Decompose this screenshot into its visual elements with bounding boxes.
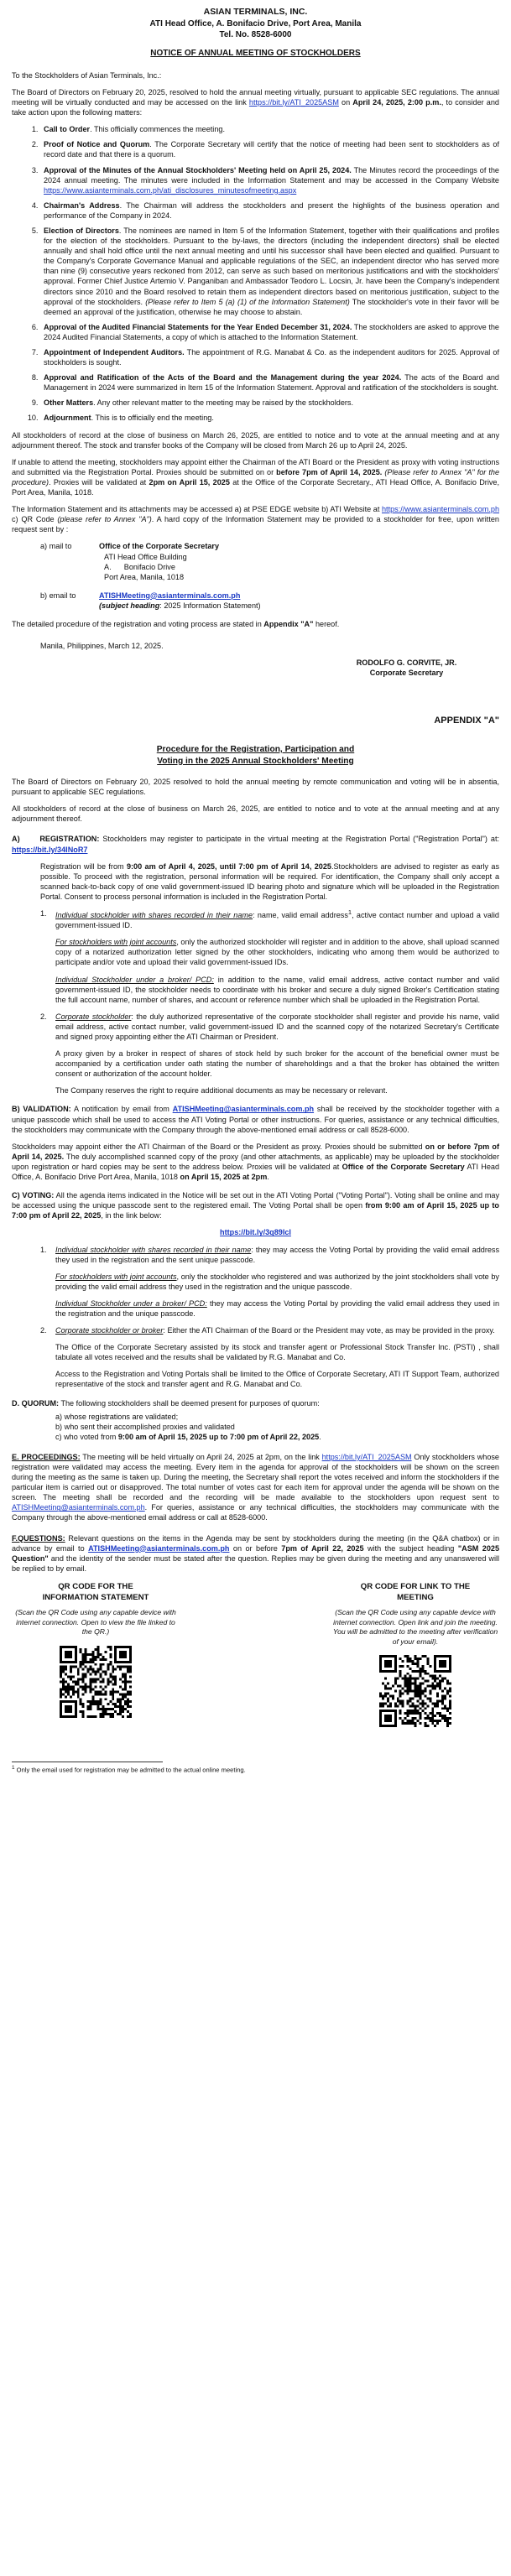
meeting-link[interactable]: https://bit.ly/ATI_2025ASM — [248, 98, 339, 107]
item-text: : name, valid email address — [253, 911, 348, 920]
item-title: Individual Stockholder under a broker/ PCD: — [55, 975, 214, 984]
signatory-name: RODOLFO G. CORVITE, JR. — [356, 658, 457, 668]
email-subject: : 2025 Information Statement) — [159, 601, 261, 610]
proceedings-heading: E. PROCEEDINGS: — [12, 1452, 81, 1461]
validation-heading: B) VALIDATION: — [12, 1105, 71, 1114]
email-subject-label: (subject heading — [99, 601, 160, 610]
footnote-text: Only the email used for registration may be admitted to the actual online meeting. — [16, 1766, 246, 1774]
proceedings-text: . For queries, assistance or any technical difficulties, the stockholders may communicate with the Company through the above-mentioned email address or call at 8528-6000. — [12, 1503, 499, 1522]
questions-deadline: 7pm of April 22, 2025 — [281, 1543, 364, 1553]
agenda-item-text: . The Chairman will address the stockholders and present the highlights of the business operation and performance of the Company in 2024. — [44, 200, 499, 220]
procedure-title-line: Procedure for the Registration, Participation and — [156, 744, 355, 754]
email-label: b) email to — [40, 591, 76, 600]
agenda-item-title: Election of Directors — [44, 226, 119, 235]
appendix-intro: The Board of Directors on February 20, 2025 resolved to hold the annual meeting by remote communication and voting will be in absentia, pursuant to applicable SEC regulations. — [12, 778, 499, 797]
reserve-right-paragraph: The Company reserves the right to require additional documents as may be necessary or relevant. — [55, 1086, 388, 1095]
quorum-paragraph — [12, 1398, 499, 1408]
qr-code-section — [12, 1582, 499, 1730]
quorum-item: a) whose registrations are validated; — [55, 1412, 179, 1421]
validation-proxy-text: The duly accomplished scanned copy of the proxy (and other attachments, as applicable) may be uploaded by the stockholder upon registration or hard copies may be sent to the address below. Proxies will be validated at — [12, 1152, 500, 1171]
agenda-item-title: Approval of the Audited Financial Statements for the Year Ended December 31, 2024. — [44, 322, 352, 331]
company-address: ATI Head Office, A. Bonifacio Drive, Port Area, Manila — [149, 18, 362, 29]
validation-proxy-text: Stockholders may appoint either the ATI Chairman of the Board or the President as proxy. Proxies should be submitted — [12, 1142, 425, 1151]
voting-portal-link[interactable]: https://bit.ly/3q89Icl — [220, 1228, 291, 1237]
place-date: Manila, Philippines, March 12, 2025. — [40, 642, 164, 651]
proxy-validation-date: 2pm on April 15, 2025 — [149, 477, 230, 487]
voting-item-1: 1. Individual stockholder with shares recorded in their name: they may access the Voting Portal by providing the valid email address they used in the registration and the sent unique passcode. — [40, 1245, 499, 1264]
registration-paragraph — [12, 834, 499, 854]
questions-heading: F.QUESTIONS: — [12, 1533, 65, 1543]
voting-broker-paragraph — [55, 1298, 499, 1319]
agenda-item — [40, 226, 499, 317]
agenda-item-text: The acts of the Board and Management in 2024 were summarized in Item 15 of the Information Statement. Approval and ratification of the stockholders is sought. — [44, 373, 499, 393]
signature-block — [314, 658, 499, 678]
item-title: For stockholders with joint accounts — [55, 938, 177, 947]
voting-item-2: 2. Corporate stockholder or broker: Either the ATI Chairman of the Board or the President may vote, as may be provided in the proxy. — [40, 1326, 495, 1335]
access-paragraph: Access to the Registration and Voting Portals shall be limited to the Office of Corporate Secretary, ATI IT Support Team, authorized representative of the stock and transfer agent and R.G. Manabat and Co. — [55, 1370, 499, 1389]
agenda-item-note: (Please refer to Item 5 (a) (1) of the Information Statement) — [145, 297, 350, 306]
email-address-link[interactable]: ATISHMeeting@asianterminals.com.ph — [99, 591, 241, 600]
appendix-ref: Appendix "A" — [263, 619, 314, 628]
agenda-item-title: Other Matters — [44, 398, 94, 408]
proxy-text: If unable to attend the meeting, stockholders may appoint either the Chairman of the ATI Board or the President as proxy with voting instructions and submitted via the Registration Portal. Proxies should be submitted on or — [12, 457, 499, 476]
agenda-item-text: The stockholder's vote in their favor will be deemed an approval of the justification, otherwise he may choose to abstain. — [44, 297, 499, 316]
voting-period: from 9:00 am of April 15, 2025 up to 7:00 pm of April 22, 2025 — [12, 1201, 499, 1220]
questions-text: Relevant questions on the items in the Agenda may be sent by stockholders during the meeting (in the Q&A chatbox) or in advance by email to — [12, 1533, 499, 1553]
qr-title: INFORMATION STATEMENT — [42, 1592, 149, 1602]
agenda-item — [40, 347, 499, 367]
agenda-item — [40, 124, 499, 134]
item-title: Individual stockholder with shares recorded in their name — [55, 1245, 252, 1254]
agenda-item — [40, 372, 499, 393]
agenda-item-title: Proof of Notice and Quorum — [44, 140, 150, 149]
questions-email-link[interactable]: ATISHMeeting@asianterminals.com.ph — [88, 1543, 230, 1553]
agenda-item-text: . Any other relevant matter to the meeting may be raised by the stockholders. — [93, 398, 353, 408]
registration-portal-link[interactable]: https://bit.ly/34INoR7 — [12, 845, 88, 854]
qr-code-icon[interactable] — [60, 1646, 132, 1718]
agenda-item-title: Call to Order — [44, 125, 91, 134]
intro-text-3: , to consider and take action upon the following matters: — [12, 98, 499, 117]
item-text: , only the authorized stockholder will register and in addition to the above, shall upload scanned copy of a notarized authorization letter signed by the other stockholders, indicating who among them would be authorized to participate and/or vote and upload their valid government-issued IDs. — [55, 938, 499, 967]
qr-meeting-link — [331, 1582, 499, 1730]
quorum-list — [55, 1412, 499, 1442]
company-name: ASIAN TERMINALS, INC. — [203, 7, 308, 17]
footnote-marker: 1 — [347, 908, 352, 917]
email-block — [40, 591, 499, 611]
procedure-title-line: Voting in the 2025 Annual Stockholders' Meeting — [157, 756, 354, 766]
company-tel: Tel. No. 8528-6000 — [219, 30, 292, 40]
validation-email-link[interactable]: ATISHMeeting@asianterminals.com.ph — [172, 1105, 315, 1114]
joint-accounts-paragraph — [55, 937, 499, 967]
intro-text-2: on — [338, 98, 353, 107]
appendix-record: All stockholders of record at the close of business on March 26, 2025, are entitled to notice and to vote at the annual meeting and at any adjournment thereof. — [12, 804, 499, 824]
questions-text: with the subject heading — [363, 1543, 458, 1553]
agenda-item-title: Chairman's Address — [44, 200, 120, 210]
mail-line: ATI Head Office Building — [104, 552, 187, 561]
registration-period: 9:00 am of April 4, 2025, until 7:00 pm of April 14, 2025 — [126, 861, 331, 871]
item-title: Corporate stockholder — [55, 1012, 132, 1021]
questions-text: and the identity of the sender must be stated after the question. Replies may be given during the meeting and any unanswered will be replied to by email. — [12, 1553, 499, 1573]
signatory-title: Corporate Secretary — [369, 669, 444, 678]
appendix-label: APPENDIX "A" — [434, 716, 499, 726]
validation-text: shall be received by the stockholder together with a unique passcode which shall be used to access the ATI Voting Portal or other instructions. For queries, assistance or any technical difficulties, the stockholders may communicate with the Company through the above-mentioned email address or call 8528-6000. — [12, 1105, 500, 1134]
corp-sec-office: Office of the Corporate Secretary — [342, 1162, 465, 1171]
proceedings-text: The meeting will be held virtually on April 24, 2025 at 2pm, on the link — [80, 1452, 322, 1461]
voting-text: , in the link below: — [101, 1211, 162, 1220]
agenda-item-text: . This is to officially end the meeting. — [91, 414, 214, 423]
broker-paragraph — [55, 975, 499, 1005]
registration-heading: A) REGISTRATION: — [12, 835, 100, 844]
footnote-marker: 1 — [12, 1765, 15, 1772]
registration-text: Stockholders may register to participate in the virtual meeting at the Registration Portal ("Registration Portal") at: — [99, 835, 499, 844]
item-text: , only the stockholder who registered and was authorized by the joint stockholders shall vote by providing the valid email address they used in the registration and the unique passcode. — [55, 1272, 499, 1291]
agenda-item-text: The appointment of R.G. Manabat & Co. as the independent auditors for 2025. Approval of stockholders is sought. — [44, 348, 500, 367]
voting-heading: C) VOTING: — [12, 1191, 55, 1200]
footnote — [12, 1765, 499, 1775]
company-header — [12, 7, 499, 59]
info-text: c) QR Code — [12, 515, 58, 524]
agenda-item — [40, 165, 499, 195]
quorum-item: c) who voted from 9:00 am of April 15, 2025 up to 7:00 pm of April 22, 2025. — [55, 1432, 321, 1441]
minutes-link[interactable]: https://www.asianterminals.com.ph/ati_disclosures_minutesofmeeting.aspx — [44, 185, 297, 195]
agenda-list — [12, 124, 499, 423]
mail-address-block — [40, 541, 499, 581]
notice-title: NOTICE OF ANNUAL MEETING OF STOCKHOLDERS — [150, 48, 361, 58]
quorum-item: b) who sent their accomplished proxies and validated — [55, 1422, 235, 1431]
qr-description: (Scan the QR Code using any capable device with internet connection. Open link and join the meeting. You will be admitted to the meeting after verification of your email). — [332, 1608, 498, 1646]
questions-subject: "ASM 2025 Question" — [12, 1543, 500, 1563]
validation-paragraph — [12, 1104, 499, 1134]
agenda-item-text: . The Corporate Secretary will certify that the notice of meeting had been sent to stockholders as of record date and that there is a quorum. — [44, 140, 499, 159]
questions-text: on or before — [229, 1543, 282, 1553]
agenda-item — [40, 139, 499, 159]
item-title: For stockholders with joint accounts — [55, 1272, 177, 1281]
agenda-item — [40, 413, 499, 423]
qr-title: QR CODE FOR THE — [58, 1581, 133, 1591]
meeting-date: April 24, 2025, 2:00 p.m. — [352, 98, 441, 107]
intro-paragraph — [12, 87, 499, 117]
ati-website-link[interactable]: https://www.asianterminals.com.ph — [382, 505, 499, 514]
mail-line: Port Area, Manila, 1018 — [104, 572, 185, 581]
item-title: Individual stockholder with shares recorded in their name — [55, 911, 253, 920]
broker-proxy-paragraph: A proxy given by a broker in respect of shares of stock held by such broker for the account of the beneficial owner must be accompanied by a certification under oath stating the number of shareholdings and a that the broker has obtained the written consent or authorization of the account holder. — [55, 1049, 499, 1079]
detailed-text: The detailed procedure of the registration and voting process are stated in — [12, 619, 264, 628]
agenda-item-text: The Minutes record the proceedings of the 2024 annual meeting. The minutes were included in the Information Statement and may be accessed in the Company Website — [44, 165, 499, 185]
qr-description: (Scan the QR Code using any capable device with internet connection. Open to view the file linked to the QR.) — [15, 1608, 176, 1637]
detailed-procedure-paragraph — [12, 619, 499, 629]
agenda-item — [40, 398, 499, 408]
proceedings-meeting-link[interactable]: https://bit.ly/ATI_2025ASM — [321, 1452, 412, 1461]
agenda-item-text: The stockholders are asked to approve the 2024 Audited Financial Statements, a copy of which is attached to the Information Statement. — [44, 322, 499, 341]
info-statement-paragraph — [12, 504, 499, 534]
salutation: To the Stockholders of Asian Terminals, Inc.: — [12, 70, 162, 80]
quorum-text: The following stockholders shall be deemed present for purposes of quorum: — [59, 1398, 320, 1408]
qr-title: MEETING — [397, 1592, 434, 1602]
agenda-item-title: Appointment of Independent Auditors. — [44, 348, 185, 356]
proceedings-text: Only stockholders whose registration were validated may access the meeting. Every item in the agenda for approval of the stockholders will be shown on the screen during the meeting as the same is taken up. During the meeting, the Secretary shall report the votes received and inform the stockholders if the particular item is carried out or disapproved. The total number of votes cast for each item for approval under the agenda will be shown on the screen. The meeting shall be recorded and the recording will be made available to the stockholders upon request sent to — [12, 1452, 499, 1502]
item-title: Corporate stockholder or broker — [55, 1326, 164, 1335]
detailed-text: hereof. — [313, 619, 340, 628]
agenda-item — [40, 322, 499, 342]
item-title: Individual Stockholder under a broker/ PCD: — [55, 1298, 207, 1308]
record-date-paragraph: All stockholders of record at the close of business on March 26, 2025, are entitled to notice and to vote at the annual meeting and at any adjournment thereof. The stock and transfer books of the Company will be closed from March 26 up to April 24, 2025. — [12, 430, 499, 450]
agenda-item-title: Approval and Ratification of the Acts of the Board and the Management during the year 2024. — [44, 373, 402, 382]
voting-paragraph — [12, 1190, 499, 1220]
notice-page — [12, 0, 499, 1775]
registration-body-text: Registration will be from — [40, 861, 127, 871]
proxy-text: at the Office of the Corporate Secretary., ATI Head Office, A. Bonifacio Drive, Port Area, Manila, 1018. — [12, 477, 499, 497]
agenda-item-title: Adjournment — [44, 414, 91, 423]
validation-proxy-text: . — [267, 1173, 269, 1182]
intro-text-1: The Board of Directors on February 20, 2025, resolved to hold the annual meeting virtually, pursuant to applicable SEC regulations. The annual meeting will be virtually conducted and may be accessed on the link — [12, 87, 499, 107]
info-note: (please refer to Annex "A") — [57, 515, 152, 524]
proxy-text: . Proxies will be validated at — [48, 477, 149, 487]
qr-info-statement — [12, 1582, 180, 1730]
registration-body-text: .Stockholders are advised to register as early as possible. To proceed with the registration, personal information will be required. For identification, the Company shall only accept a scanned back-to-back copy of one valid government-issued ID bearing photo and signature which will be uploaded in the Registration Portal. Consent to process personal information is included in the Registration Portal. — [40, 861, 499, 901]
info-text: The Information Statement and its attachments may be accessed a) at PSE EDGE website b) ATI Website at — [12, 505, 382, 514]
agenda-item — [40, 200, 499, 221]
qr-title: QR CODE FOR LINK TO THE — [360, 1581, 471, 1591]
proceedings-paragraph — [12, 1452, 499, 1523]
proxy-note: (Please refer to Annex "A" for the procedure) — [12, 467, 500, 487]
item-text: they may access the Voting Portal by providing the valid email address they used in the registration and the unique passcode. — [55, 1298, 500, 1318]
agenda-item-text: . The nominees are named in Item 5 of the Information Statement, together with their qualifications and profiles for the election of the stockholders. Pursuant to the by-laws, the directors (including the independent directors) shall be elected annually and shall hold office until the next annual meeting and until his successor shall have been elected and qualified. Pursuant to the Company's Corporate Governance Manual and applicable regulations of the SEC, an independent director who has served more than nine (9) consecutive years reckoned from 2012, can serve as such based on meritorious justifications and with the stockholders' approval. Former Chief Justice Artemio V. Panganiban and Ambassador Teodoro L. Locsin, Jr. have been the Company's independent directors since 2010 and the Board resolved to retain them as independent directors based on meritorious justification, subject to the approval of the stockholders. — [44, 226, 499, 306]
registration-item-1: 1. Individual stockholder with shares recorded in their name: name, valid email address$^1$, active contact number and upload a valid government-issued ID. — [40, 908, 499, 930]
mail-line: A. Bonifacio Drive — [104, 562, 175, 571]
registration-item-2: 2. Corporate stockholder: the duly authorized representative of the corporate stockholder shall register and provide his name, valid email address, active contact number, valid government-issued ID and the scanned copy of the notarized Secretary's Certificate and signed proxy appointing either the ATI Chairman or President. — [40, 1012, 499, 1041]
agenda-item-title: Approval of the Minutes of the Annual Stockholders' Meeting held on April 25, 2024. — [44, 165, 352, 174]
validation-text: A notification by email from — [70, 1105, 173, 1114]
quorum-heading: D. QUORUM: — [12, 1398, 60, 1408]
tabulation-paragraph: The Office of the Corporate Secretary assisted by its stock and transfer agent or Professional Stock Transfer Inc. (PSTI) , shall tabulate all votes received and the results shall be validated by R.G. Manabat and Co. — [55, 1343, 499, 1362]
mail-label: a) mail to — [40, 542, 72, 551]
item-text: , active contact number and upload a valid government-issued ID. — [55, 911, 499, 930]
mail-lines — [99, 541, 219, 581]
proceedings-email-link[interactable]: ATISHMeeting@asianterminals.com.ph — [12, 1503, 145, 1512]
proxy-deadline: on or before 7pm of April 14, 2025. — [12, 1142, 499, 1161]
proxy-deadline: before 7pm of April 14, 2025. — [276, 467, 383, 476]
agenda-item-text: . This officially commences the meeting. — [90, 125, 225, 134]
questions-paragraph — [12, 1533, 499, 1574]
validation-proxy-paragraph — [12, 1142, 499, 1182]
proxy-paragraph — [12, 457, 499, 497]
voting-joint-paragraph — [55, 1272, 499, 1292]
item-text: : Either the ATI Chairman of the Board or the President may vote, as may be provided in the proxy. — [163, 1326, 495, 1335]
item-text: : they may access the Voting Portal by providing the valid email address they used in the registration and the sent unique passcode. — [55, 1245, 499, 1264]
mail-line: Office of the Corporate Secretary — [99, 542, 220, 551]
info-text: . A hard copy of the Information Statement may be provided to a stockholder for free, upon written request sent by : — [12, 515, 499, 534]
registration-body — [40, 861, 499, 902]
qr-code-icon[interactable] — [379, 1655, 451, 1727]
proxy-validation-date: on April 15, 2025 at 2pm — [180, 1173, 268, 1182]
item-text: : the duly authorized representative of the corporate stockholder shall register and provide his name, valid email address, active contact number, valid government-issued ID and the scanned copy of the notarized Secretary's Certificate and signed proxy appointing either the ATI Chairman or President. — [55, 1012, 499, 1041]
validation-proxy-text: ATI Head Office, A. Bonifacio Drive Port Area, Manila, 1018 — [12, 1162, 500, 1182]
procedure-title — [12, 744, 499, 767]
item-text: in addition to the name, valid email address, active contact number and valid government-issued ID, the stockholder needs to coordinate with his broker and secure a duly signed Broker's Certification stating the full account name, number of shares, and account or reference number which shall be uploaded in the Registration Portal. — [55, 975, 500, 1004]
voting-text: All the agenda items indicated in the Notice will be set out in the ATI Voting Portal ("Voting Portal"). Voting shall be online and may be accessed using the unique passcode sent to the registered email. The Voting Portal shall be open — [12, 1191, 500, 1210]
